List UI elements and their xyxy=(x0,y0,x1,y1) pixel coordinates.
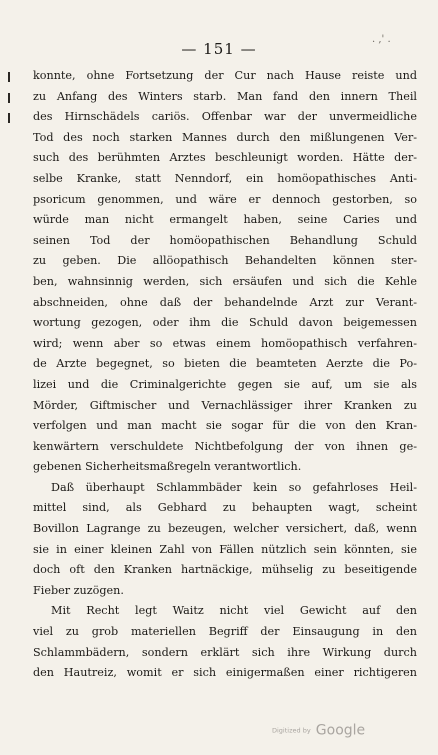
text-line-6: selbe Kranke, statt Nenndorf, ein homöopathisches Anti- xyxy=(33,171,417,185)
text-line-8: würde man nicht ermangelt haben, seine Caries und xyxy=(33,213,417,227)
text-line-15: de Arzte begegnet, so bieten die beamteten Aerzte die Po- xyxy=(33,357,417,371)
text-line-7: psoricum genommen, und wäre er dennoch gestorben, so xyxy=(33,192,417,206)
body-text xyxy=(33,66,417,684)
text-line-19: kenwärtern verschuldete Nichtbefolgung der von ihnen ge- xyxy=(33,439,417,453)
text-line-5: such des berühmten Arztes beschleunigt worden. Hätte der- xyxy=(33,151,417,165)
margin-mark-3 xyxy=(8,113,10,123)
text-line-1: konnte, ohne Fortsetzung der Cur nach Hause reiste und xyxy=(33,69,417,82)
text-line-2: zu Anfang des Winters starb. Man fand den innern Theil xyxy=(33,89,417,103)
text-line-16: lizei und die Criminalgerichte gegen sie auf, um sie als xyxy=(33,377,417,391)
text-line-30: den Hautreiz, womit er sich einigermaßen einer richtigeren xyxy=(33,666,417,680)
digitized-watermark xyxy=(272,720,432,739)
google-logo: Google xyxy=(315,722,366,739)
corner-mark: . ,' . xyxy=(372,34,391,45)
text-line-13: wortung gezogen, oder ihm die Schuld davon beigemessen xyxy=(33,316,417,330)
text-line-10: zu geben. Die allöopathisch Behandelten können ster- xyxy=(33,254,417,268)
text-line-9: seinen Tod der homöopathischen Behandlung Schuld xyxy=(33,233,417,247)
text-line-17: Mörder, Giftmischer und Vernachlässiger ihrer Kranken zu xyxy=(33,398,417,412)
text-line-29: Schlammbädern, sondern erklärt sich ihre Wirkung durch xyxy=(33,645,417,659)
text-line-27: Mit Recht legt Waitz nicht viel Gewicht auf den xyxy=(51,604,417,618)
text-line-22: mittel sind, als Gebhard zu behaupten wagt, scheint xyxy=(33,501,417,515)
text-line-18: verfolgen und man macht sie sogar für die von den Kran- xyxy=(33,419,417,433)
text-line-23: Bovillon Lagrange zu bezeugen, welcher versichert, daß, wenn xyxy=(33,522,417,536)
margin-mark-2 xyxy=(8,93,10,103)
text-line-25: doch oft den Kranken hartnäckige, mühselig zu beseitigende xyxy=(33,563,417,577)
text-line-12: abschneiden, ohne daß der behandelnde Arzt zur Verant- xyxy=(33,295,417,309)
text-line-3: des Hirnschädels cariös. Offenbar war der unvermeidliche xyxy=(33,110,417,124)
text-line-11: ben, wahnsinnig werden, sich ersäufen und sich die Kehle xyxy=(33,274,417,288)
text-line-4: Tod des noch starken Mannes durch den mißlungenen Ver- xyxy=(33,130,417,144)
text-line-20: gebenen Sicherheitsmaßregeln verantwortlich. xyxy=(33,460,302,474)
page-number: — 151 — xyxy=(181,40,257,58)
margin-mark-1 xyxy=(8,72,10,82)
text-line-28: viel zu grob materiellen Begriff der Einsaugung in den xyxy=(33,625,417,639)
text-line-26: Fieber zuzögen. xyxy=(33,583,124,597)
text-line-14: wird; wenn aber so etwas einem homöopathisch verfahren- xyxy=(33,336,417,350)
digitized-label: Digitized by xyxy=(272,726,311,735)
text-line-21: Daß überhaupt Schlammbäder kein so gefahrloses Heil- xyxy=(51,480,417,494)
text-line-24: sie in einer kleinen Zahl von Fällen nützlich sein könnten, sie xyxy=(33,542,417,556)
